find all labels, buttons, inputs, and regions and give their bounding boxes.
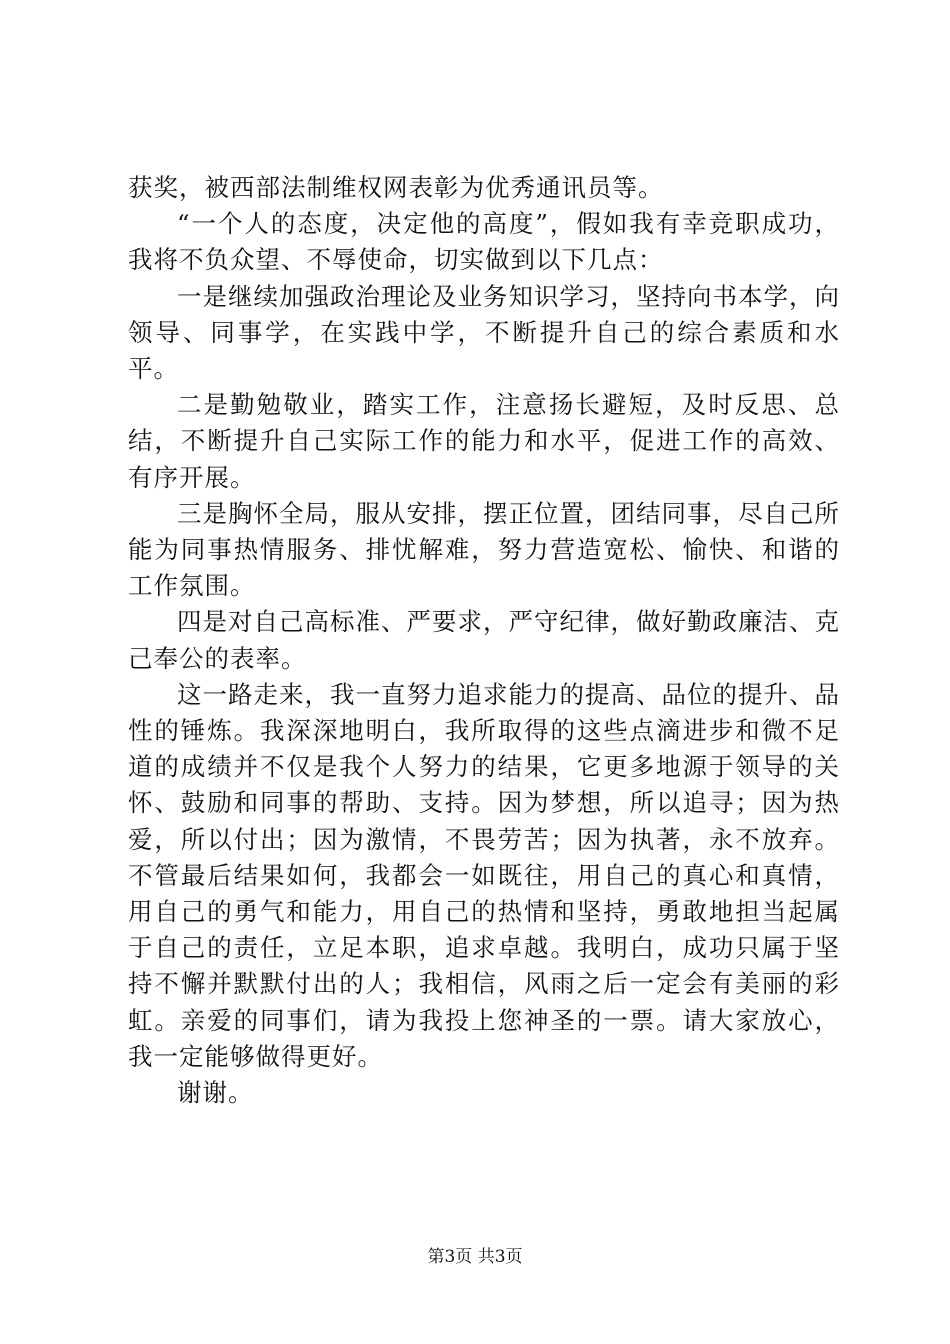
- paragraph-3: 一是继续加强政治理论及业务知识学习，坚持向书本学，向领导、同事学，在实践中学，不断提升自己的综合素质和水平。: [128, 281, 840, 384]
- document-body: [128, 170, 840, 1111]
- paragraph-4: 二是勤勉敬业，踏实工作，注意扬长避短，及时反思、总结，不断提升自己实际工作的能力和水平，促进工作的高效、有序开展。: [128, 390, 840, 492]
- paragraph-2: “一个人的态度，决定他的高度”，假如我有幸竞职成功，我将不负众望、不辱使命，切实做到以下几点：: [128, 209, 840, 275]
- paragraph-5: 三是胸怀全局，服从安排，摆正位置，团结同事，尽自己所能为同事热情服务、排忧解难，努力营造宽松、愉快、和谐的工作氛围。: [128, 498, 840, 601]
- paragraph-1: 获奖，被西部法制维权网表彰为优秀通讯员等。: [128, 173, 664, 202]
- paragraph-6: 四是对自己高标准、严要求，严守纪律，做好勤政廉洁、克己奉公的表率。: [128, 607, 840, 673]
- paragraph-8: 谢谢。: [177, 1078, 254, 1108]
- page-number-footer: 第3页 共3页: [427, 1247, 523, 1267]
- paragraph-7: 这一路走来，我一直努力追求能力的提高、品位的提升、品性的锤炼。我深深地明白，我所取得的这些点滴进步和微不足道的成绩并不仅是我个人努力的结果，它更多地源于领导的关怀、鼓励和同事的帮助、支持。因为梦想，所以追寻；因为热爱，所以付出；因为激情，不畏劳苦；因为执著，永不放弃。不管最后结果如何，我都会一如既往，用自己的真心和真情，用自己的勇气和能力，用自己的热情和坚持，勇敢地担当起属于自己的责任，立足本职，追求卓越。我明白，成功只属于坚持不懈并默默付出的人；我相信，风雨之后一定会有美丽的彩虹。亲爱的同事们，请为我投上您神圣的一票。请大家放心，我一定能够做得更好。: [128, 679, 840, 1071]
